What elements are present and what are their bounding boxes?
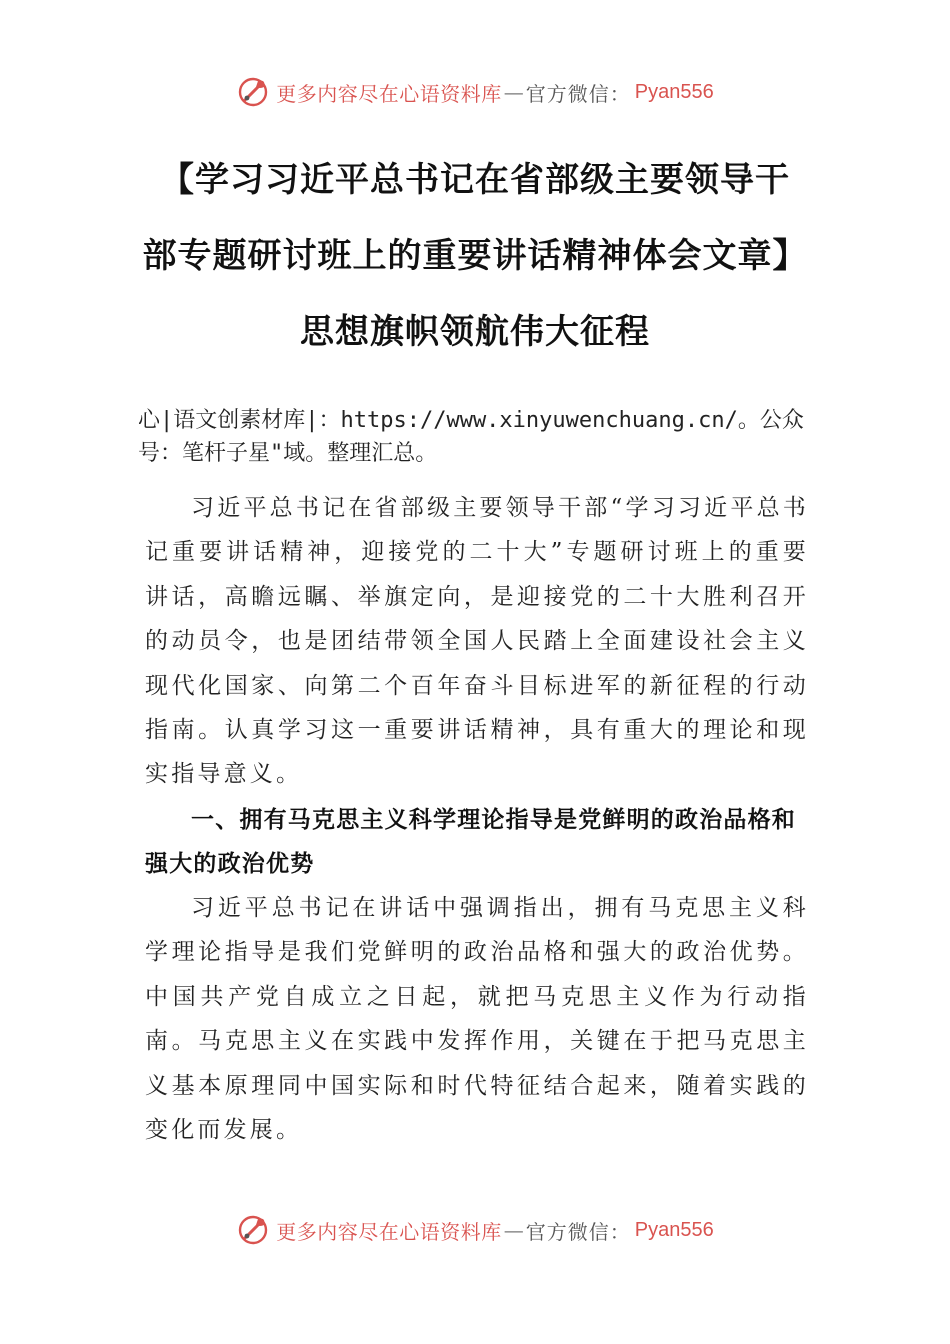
banner-separator: — bbox=[503, 80, 524, 104]
banner-wechat-id: Pyan556 bbox=[634, 1218, 714, 1241]
section-1-heading: 一、拥有马克思主义科学理论指导是党鲜明的政治品格和强大的政治优势 bbox=[145, 807, 796, 878]
banner-brand-text: 更多内容尽在心语资料库 bbox=[276, 81, 502, 106]
banner-wechat-label: 官方微信： bbox=[525, 1219, 631, 1244]
document-title-line-3: 思想旗帜领航伟大征程 bbox=[300, 312, 650, 352]
footer-banner bbox=[0, 1210, 950, 1250]
header-banner bbox=[0, 72, 950, 112]
banner-wechat-label: 官方微信： bbox=[525, 81, 631, 106]
source-note: 心|语文创素材库|：https://www.xinyuwenchuang.cn/。公众号：笔杆子星"域。整理汇总。 bbox=[138, 408, 804, 466]
document-title-line-2: 部专题研讨班上的重要讲话精神体会文章】 bbox=[142, 236, 808, 276]
banner-wechat-id: Pyan556 bbox=[634, 80, 714, 103]
banner-separator: — bbox=[503, 1218, 524, 1242]
quill-seal-logo-icon bbox=[236, 75, 270, 109]
banner-brand-text: 更多内容尽在心语资料库 bbox=[276, 1219, 502, 1244]
quill-seal-logo-icon bbox=[236, 1213, 270, 1247]
intro-paragraph: 习近平总书记在省部级主要领导干部“学习习近平总书记重要讲话精神，迎接党的二十大”专题研讨班上的重要讲话，高瞻远瞩、举旗定向，是迎接党的二十大胜利召开的动员令，也是团结带领全国人民踏上全面建设社会主义现代化国家、向第二个百年奋斗目标进军的新征程的行动指南。认真学习这一重要讲话精神，具有重大的理论和现实指导意义。 bbox=[145, 495, 809, 788]
document-title-line-1: 【学习习近平总书记在省部级主要领导干 bbox=[160, 160, 790, 200]
section-1-paragraph: 习近平总书记在讲话中强调指出，拥有马克思主义科学理论指导是我们党鲜明的政治品格和强大的政治优势。中国共产党自成立之日起，就把马克思主义作为行动指南。马克思主义在实践中发挥作用，关键在于把马克思主义基本原理同中国实际和时代特征结合起来，随着实践的变化而发展。 bbox=[145, 895, 809, 1144]
